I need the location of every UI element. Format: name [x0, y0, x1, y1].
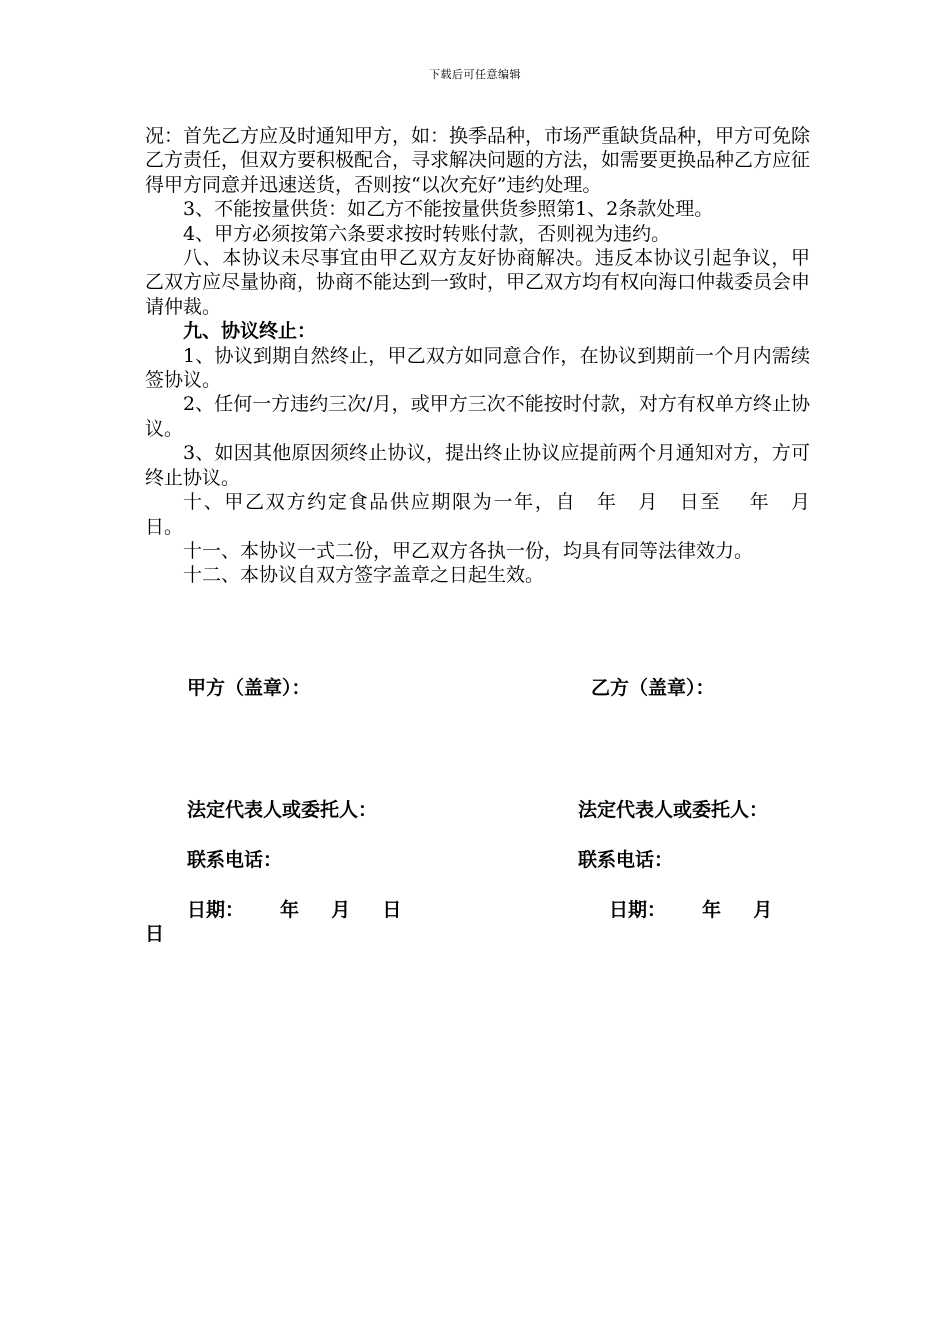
party-a-representative-label: 法定代表人或委托人：	[187, 799, 378, 821]
paragraph-termination-2: 2、任何一方违约三次/月，或甲方三次不能按时付款，对方有权单方终止协议。	[145, 393, 810, 440]
article-text: 本协议一式二份，甲乙双方各执一份，均具有同等法律效力。	[240, 539, 754, 562]
paragraph-termination-1: 1、协议到期自然终止，甲乙双方如同意合作，在协议到期前一个月内需续签协议。	[145, 344, 810, 392]
party-a-phone-label: 联系电话：	[187, 849, 283, 871]
paragraph-article-10	[145, 490, 830, 539]
article-text: 本协议未尽事宜由甲乙双方友好协商解决。违反本协议引起争议，甲乙双方应尽量协商，协商不能达到一致时，甲乙双方均有权向海口仲裁委员会申请仲裁。	[145, 247, 811, 318]
article-number: 十一、	[183, 539, 241, 562]
party-a-date-label: 日期： 年 月 日	[187, 899, 402, 921]
article-number: 十、	[183, 491, 225, 514]
article-number: 八、	[183, 247, 223, 270]
paragraph-clause-3: 3、不能按量供货：如乙方不能按量供货参照第1、2条款处理。	[183, 198, 714, 221]
paragraph-clause-4: 4、甲方必须按第六条要求按时转账付款，否则视为违约。	[183, 222, 671, 245]
party-b-date-label: 日期： 年 月	[609, 899, 773, 921]
party-b-date-day-label: 日	[145, 923, 165, 945]
article-number: 十二、	[183, 564, 241, 587]
contract-body	[145, 124, 830, 588]
paragraph-article-12	[145, 563, 810, 587]
paragraph-article-11	[145, 539, 810, 563]
article-text: 本协议自双方签字盖章之日起生效。	[240, 564, 545, 587]
party-a-seal-label: 甲方（盖章）：	[187, 677, 311, 699]
article-text: 甲乙双方约定食品供应期限为一年，自 年 月 日至 年 月 日。	[145, 491, 830, 538]
heading-article-9: 九、协议终止：	[183, 320, 317, 343]
party-b-phone-label: 联系电话：	[578, 849, 674, 871]
paragraph-termination-3: 3、如因其他原因须终止协议，提出终止协议应提前两个月通知对方，方可终止协议。	[145, 442, 810, 489]
party-b-representative-label: 法定代表人或委托人：	[578, 799, 769, 821]
party-b-seal-label: 乙方（盖章）：	[591, 677, 715, 699]
paragraph-article-8	[145, 246, 810, 319]
paragraph-continuation: 况：首先乙方应及时通知甲方，如：换季品种，市场严重缺货品种，甲方可免除乙方责任，但双方要积极配合，寻求解决问题的方法，如需要更换品种乙方应征得甲方同意并迅速送货，否则按“以次充好”违约处理。	[145, 125, 811, 196]
page-header-note: 下载后可任意编辑	[429, 68, 521, 81]
